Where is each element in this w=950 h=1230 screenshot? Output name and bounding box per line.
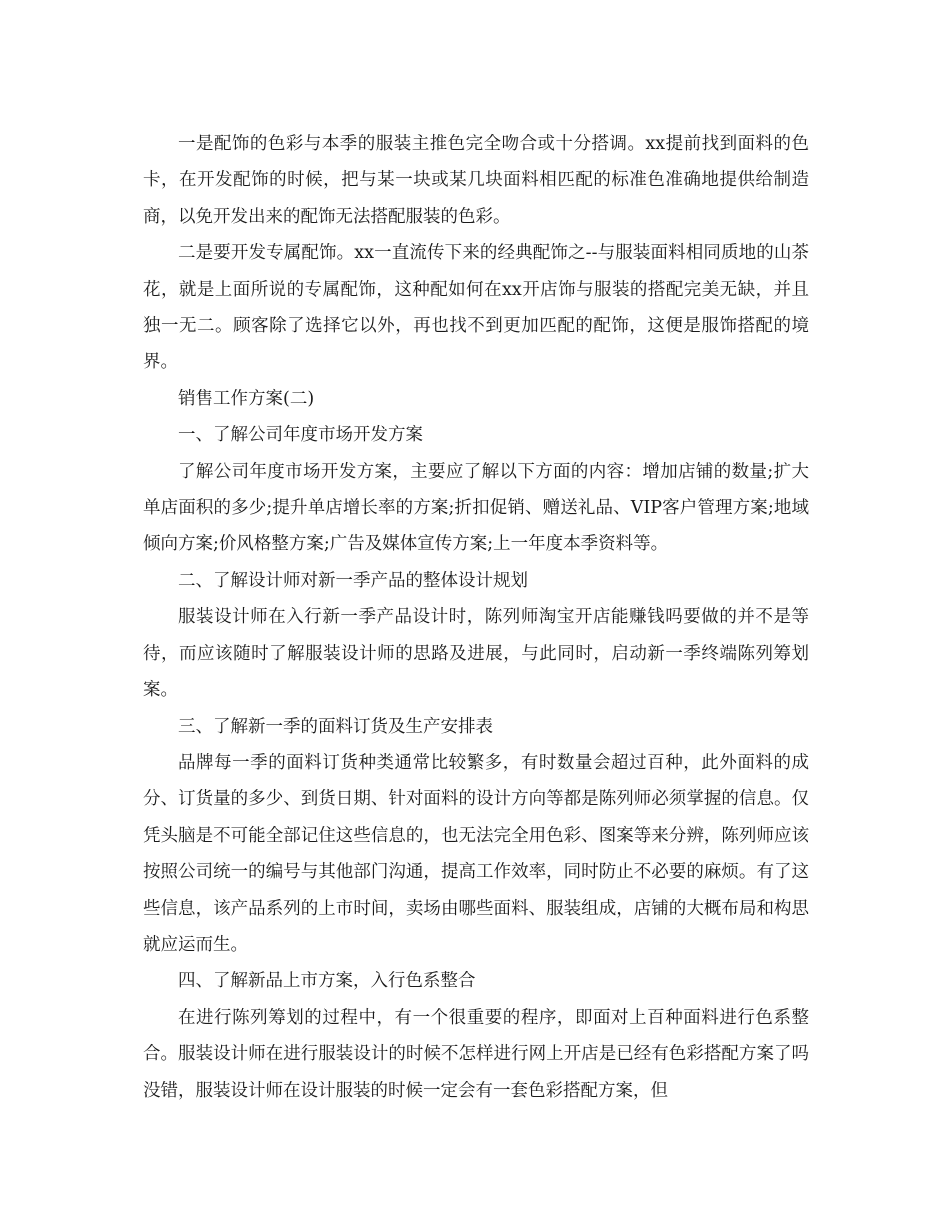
paragraph-color-integration: 在进行陈列筹划的过程中，有一个很重要的程序，即面对上百种面料进行色系整合。服装设计师在进行服装设计的时候不怎样进行网上开店是已经有色彩搭配方案了吗没错，服装设计师在设计服装的时候一定会有一套色彩搭配方案，但 [143, 1007, 809, 1101]
heading-4: 四、了解新品上市方案，入行色系整合 [178, 971, 476, 992]
paragraph-designer-planning: 服装设计师在入行新一季产品设计时，陈列师淘宝开店能赚钱吗要做的并不是等待，而应该随时了解服装设计师的思路及进展，与此同时，启动新一季终端陈列筹划案。 [143, 607, 809, 701]
heading-3: 三、了解新一季的面料订货及生产安排表 [178, 716, 493, 737]
heading-1: 一、了解公司年度市场开发方案 [178, 425, 423, 446]
document-body [143, 126, 809, 1109]
paragraph-accessory-color: 一是配饰的色彩与本季的服装主推色完全吻合或十分搭调。xx提前找到面料的色卡，在开发配饰的时候，把与某一块或某几块面料相匹配的标准色准确地提供给制造商，以免开发出来的配饰无法搭配服装的色彩。 [143, 134, 809, 227]
paragraph-fabric-ordering: 品牌每一季的面料订货种类通常比较繁多，有时数量会超过百种，此外面料的成分、订货量的多少、到货日期、针对面料的设计方向等都是陈列师必须掌握的信息。仅凭头脑是不可能全部记住这些信息的，也无法完全用色彩、图案等来分辨，陈列师应该按照公司统一的编号与其他部门沟通，提高工作效率，同时防止不必要的麻烦。有了这些信息，该产品系列的上市时间，卖场由哪些面料、服装组成，店铺的大概布局和构思就应运而生。 [143, 752, 809, 955]
paragraph-exclusive-accessory: 二是要开发专属配饰。xx一直流传下来的经典配饰之--与服装面料相同质地的山茶花，就是上面所说的专属配饰，这种配如何在xx开店饰与服装的搭配完美无缺，并且独一无二。顾客除了选择它以外，再也找不到更加匹配的配饰，这便是服饰搭配的境界。 [143, 243, 809, 373]
section-title-sales-plan: 销售工作方案(二) [178, 388, 315, 409]
heading-2: 二、了解设计师对新一季产品的整体设计规划 [178, 570, 528, 591]
paragraph-annual-market-plan: 了解公司年度市场开发方案，主要应了解以下方面的内容：增加店铺的数量;扩大单店面积的多少;提升单店增长率的方案;折扣促销、赠送礼品、VIP客户管理方案;地域倾向方案;价风格整方案;广告及媒体宣传方案;上一年度本季资料等。 [143, 461, 809, 555]
